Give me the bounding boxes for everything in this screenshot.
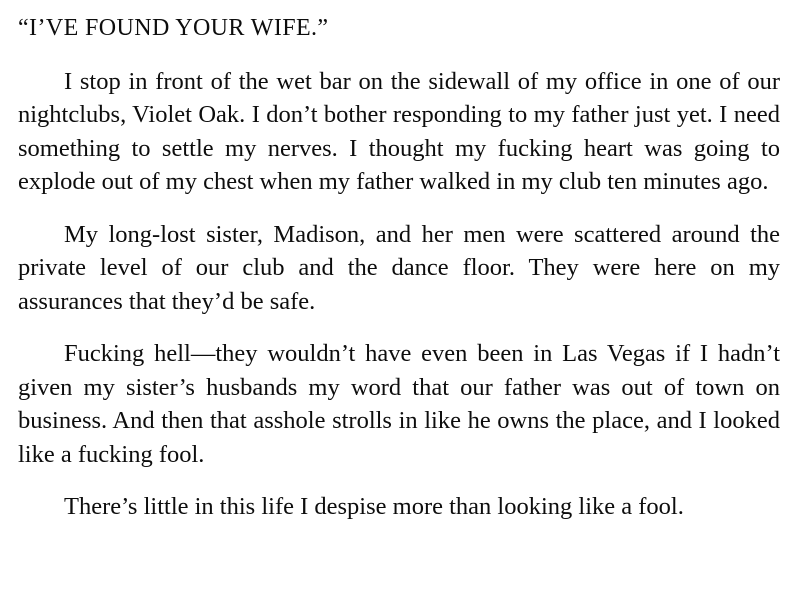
body-paragraph-3: Fucking hell—they wouldn’t have even been in Las Vegas if I hadn’t given my sister’s husbands my word that our father was out of town on business. And then that asshole strolls in like he owns the place, and I looked like a fucking fool. <box>18 340 780 468</box>
opening-line: “I’VE FOUND YOUR WIFE.” <box>18 15 329 41</box>
body-paragraph-2: My long-lost sister, Madison, and her men were scattered around the private level of our club and the dance floor. They were here on my assurances that they’d be safe. <box>18 220 780 315</box>
body-paragraph-1: I stop in front of the wet bar on the sidewall of my office in one of our nightclubs, Violet Oak. I don’t bother responding to my father just yet. I need something to settle my nerves. I thought my fucking heart was going to explode out of my chest when my father walked in my club ten minutes ago. <box>18 67 780 196</box>
body-paragraph-4: There’s little in this life I despise more than looking like a fool. <box>64 493 684 521</box>
